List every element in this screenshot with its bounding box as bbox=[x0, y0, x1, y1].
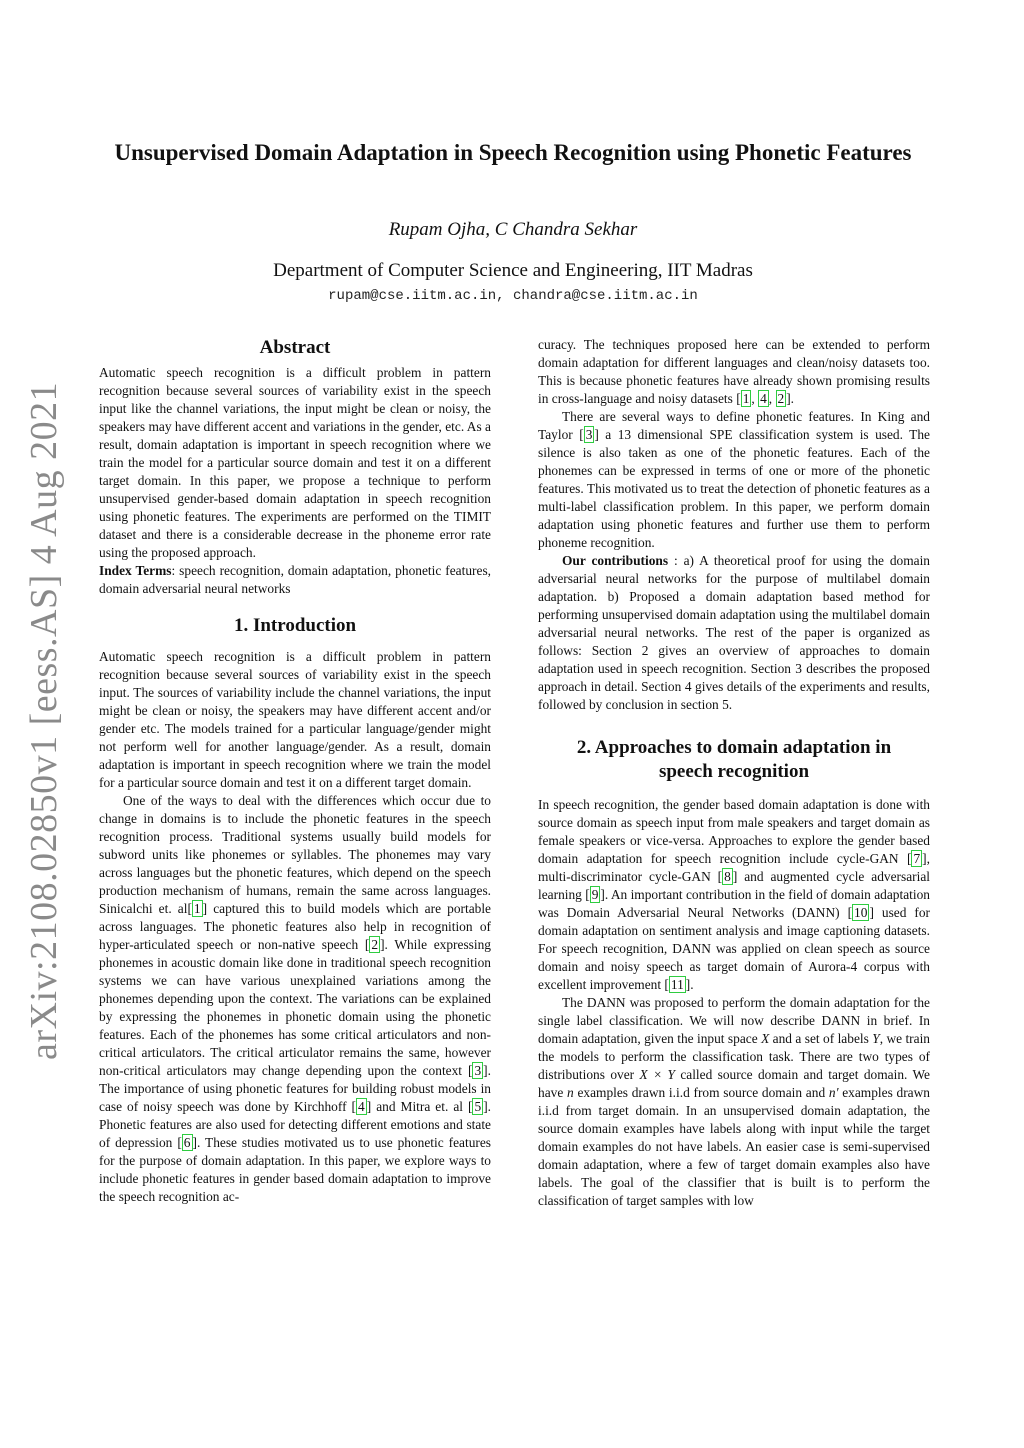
intro-paragraph-1: Automatic speech recognition is a difficult problem in pattern recognition because several sources of variability exist in the speech input. The sources of variability include the channel variations, the input might be clean or noisy, the speakers may have different accent and/or gender etc. The models trained for a particular language/gender might not perform well for another language/gender. As a result, domain adaptation is important in speech recognition where we train the model for a particular source domain and test it on a different target domain. bbox=[99, 649, 491, 790]
contributions-label: Our contributions bbox=[562, 553, 669, 568]
text-run: . Phonetic features are also used for detecting different emotions and state of depression bbox=[99, 1099, 492, 1150]
index-terms bbox=[99, 562, 491, 598]
citation-link[interactable]: 3 bbox=[474, 1063, 482, 1078]
intro-paragraph-4: There are several ways to define phonetic features. In King and Taylor [ 3 ] a 13 dimensional SPE classification system is used. The silence is also taken as one of the phonetic features. Each of the phonemes can be expressed in terms of one or more of the phonetic features. This motivated us to treat the detection of phonetic features as a multi-label classification problem. In this paper, we perform domain adaptation using phonetic features and further use them to perform phoneme recognition. bbox=[538, 409, 930, 550]
index-terms-label: Index Terms bbox=[99, 563, 172, 578]
citation-link[interactable]: 11 bbox=[670, 977, 684, 992]
math-var: X bbox=[761, 1031, 770, 1046]
section-2-paragraph-2 bbox=[538, 994, 930, 1210]
text-run: There are several ways to define phonetic features. In King and Taylor bbox=[538, 409, 930, 442]
text-run: called source domain and target domain. We have bbox=[538, 1067, 931, 1100]
section-1-heading: 1. Introduction bbox=[233, 615, 357, 636]
math-var: X × Y bbox=[639, 1067, 675, 1082]
text-run: . An important contribution in the field of domain adaptation was Domain Adversarial Neural Networks (DANN) bbox=[538, 887, 930, 920]
citation-link[interactable]: 10 bbox=[854, 905, 868, 920]
text-run: , multi-discriminator cycle-GAN bbox=[538, 851, 930, 884]
text-run: . bbox=[790, 391, 795, 406]
text-run: and a set of labels bbox=[769, 1031, 873, 1046]
arxiv-identifier: arXiv:2108.02850v1 [eess.AS] 4 Aug 2021 bbox=[23, 381, 65, 1060]
intro-paragraph-3: curacy. The techniques proposed here can be extended to perform domain adaptation for different languages and clean/noisy datasets too. This is because phonetic features have already shown promising results in cross-language and noisy datasets [ 1 , 4 , 2 ]. bbox=[538, 337, 930, 406]
text-run: . bbox=[690, 977, 694, 992]
paper-affiliation: Department of Computer Science and Engineering, IIT Madras bbox=[273, 260, 753, 281]
text-run: captured this to build models which are portable across languages. The phonetic features also help in recognition of hyper-articulated speech or non-native speech bbox=[99, 901, 491, 952]
citation-link[interactable]: 9 bbox=[591, 887, 599, 902]
section-2-heading: 2. Approaches to domain adaptation in speech recognition bbox=[576, 737, 892, 782]
abstract-text: Automatic speech recognition is a difficult problem in pattern recognition because several sources of variability exist in the speech input like the channel variations, the input might be clean or noisy, the speakers may have different accent and variations in the gender, etc. As a result, domain adaptation is important in speech recognition where we train the model for a particular source domain and test it on a different target domain. In this paper, we propose a technique to perform unsupervised gender-based domain adaptation in speech recognition using phonetic features. The experiments are performed on the TIMIT dataset and there is a considerable decrease in the phoneme error rate using the proposed approach. bbox=[99, 365, 491, 560]
math-var: n bbox=[567, 1085, 574, 1100]
text-run: a 13 dimensional SPE classification system is used. The silence is also taken as one of the phonetic features. Each of the phonemes can be expressed in terms of one or more of the phonetic features. This motivated us to treat the detection of phonetic features as a multi-label classification problem. In this paper, we perform domain adaptation using phonetic features and further use them to perform phoneme recognition. bbox=[538, 427, 930, 550]
text-run: examples drawn i.i.d from source domain and bbox=[573, 1085, 829, 1100]
paper-title: Unsupervised Domain Adaptation in Speech Recognition using Phonetic Features bbox=[114, 140, 912, 165]
text-run: . While expressing phonemes in acoustic domain like done in traditional speech recognition systems we can have various unexplained variations among the phonemes depending upon the context. The variations can be explained by expressing the phonemes in phonetic domain using the phonetic features. Each of the phonemes has some critical articulators and non-critical articulators. The critical articulator remains the same, however non-critical articulators may change depending upon the context bbox=[99, 937, 491, 1078]
index-terms-text: : speech recognition, domain adaptation, phonetic features, domain adversarial neural networks bbox=[99, 563, 491, 596]
citation-link[interactable]: 5 bbox=[474, 1099, 482, 1114]
paper-authors: Rupam Ojha, C Chandra Sekhar bbox=[388, 219, 638, 240]
text-run: : a) A theoretical proof for using the domain adversarial neural networks for the purpose of multilabel domain adaptation. b) Proposed a domain adaptation based method for performing unsupervised domain adaptation using the multilabel domain adversarial neural networks. The rest of the paper is organized as follows: Section 2 gives an overview of approaches to domain adaptation used in speech recognition. Section 3 describes the proposed approach in detail. Section 4 gives details of the experiments and results, followed by conclusion in section 5. bbox=[538, 553, 930, 712]
text-run: In speech recognition, the gender based domain adaptation is done with source domain as speech input from male speakers and target domain as female speakers or vice-versa. Approaches to explore the gender based domain adaptation for speech recognition include cycle-GAN bbox=[538, 797, 930, 866]
right-column bbox=[538, 336, 930, 1210]
text-run: used for domain adaptation on sentiment analysis and image captioning datasets. For speech recognition, DANN was applied on clean speech as source domain and noisy speech as target domain of Aurora-4 corpus with excellent improvement bbox=[538, 905, 930, 992]
citation-link[interactable]: 1 bbox=[193, 901, 201, 916]
intro-paragraph-2: One of the ways to deal with the differences which occur due to change in domains is to include the phonetic features in the speech recognition process. Traditional systems usually build models for subword units like phonemes or syllables. The phonemes may vary across languages but the phonetic features, which depend on the speech production mechanism of humans, remain the same across languages. Sinicalchi et. al[ 1 ] captured this to build models which are portable across languages. The phonetic features also help in recognition of hyper-articulated speech or non-native speech [ 2 ]. While expressing phonemes in acoustic domain like done in traditional speech recognition systems we can have various unexplained variations among the phonemes depending upon the context. The variations can be explained by expressing the phonemes in phonetic domain using the phonetic features. Each of the phonemes has some critical articulators and non-critical articulators. The critical articulator remains the same, however non-critical articulators may change depending upon the context [ 3 ]. The importance of using phonetic features for building robust models in case of noisy speech was done by Kirchhoff [ 4 ] and Mitra et. al [ 5 ]. Phonetic features are also used for detecting different emotions and state of depression [ 6 ]. These studies motivated us to use phonetic features for the purpose of domain adaptation. In this paper, we explore ways to include phonetic features in gender based domain adaptation to improve the speech recognition ac- bbox=[99, 793, 492, 1204]
section-2-paragraph-1: In speech recognition, the gender based domain adaptation is done with source domain as speech input from male speakers and target domain as female speakers or vice-versa. Approaches to explore the gender based domain adaptation for speech recognition include cycle-GAN [ 7 ], multi-discriminator cycle-GAN [ 8 ] and augmented cycle adversarial learning [ 9 ]. An important contribution in the field of domain adaptation was Domain Adversarial Neural Networks (DANN) [ 10 ] used for domain adaptation on sentiment analysis and image captioning datasets. For speech recognition, DANN was applied on clean speech as source domain and noisy speech as target domain of Aurora-4 corpus with excellent improvement [ 11 ]. bbox=[538, 797, 931, 992]
left-column bbox=[99, 336, 491, 1206]
citation-link[interactable]: 2 bbox=[371, 937, 379, 952]
text-run: and Mitra et. al bbox=[371, 1099, 469, 1114]
math-var: n′ bbox=[828, 1085, 839, 1100]
contributions-paragraph bbox=[538, 552, 930, 714]
text-run: One of the ways to deal with the differences which occur due to change in domains is to include the phonetic features in the speech recognition process. Traditional systems usually build models for subword units like phonemes or syllables. The phonemes may vary across languages but the phonetic features, which depend on the speech production mechanism of humans, remain the same across languages. Sinicalchi et. al bbox=[99, 793, 491, 916]
text-run: . These studies motivated us to use phonetic features for the purpose of domain adaptation. In this paper, we explore ways to include phonetic features in gender based domain adaptation to improve the speech recognition ac- bbox=[99, 1135, 492, 1204]
citation-link[interactable]: 1 bbox=[742, 391, 750, 406]
text-run: . The importance of using phonetic features for building robust models in case of noisy speech was done by Kirchhoff bbox=[99, 1063, 491, 1114]
citation-link[interactable]: 4 bbox=[358, 1099, 365, 1114]
text-run: , we train the models to perform the classification task. There are two types of distributions over bbox=[538, 1031, 930, 1082]
citation-link[interactable]: 3 bbox=[585, 427, 593, 442]
text-run: and augmented cycle adversarial learning bbox=[538, 869, 931, 902]
citation-link[interactable]: 6 bbox=[183, 1135, 191, 1150]
abstract-heading: Abstract bbox=[259, 337, 331, 358]
text-run: The DANN was proposed to perform the domain adaptation for the single label classification. We will now describe DANN in brief. In domain adaptation, given the input space bbox=[538, 995, 930, 1046]
text-run: examples drawn i.i.d from target domain. In an unsupervised domain adaptation, the source domain examples have labels along with input while the target domain examples do not have labels. An easier case is semi-supervised domain adaptation, where a few of target domain examples also have labels. The goal of the classifier that is built is to perform the classification of target samples with low bbox=[538, 1085, 930, 1208]
text-run: curacy. The techniques proposed here can be extended to perform domain adaptation for different languages and clean/noisy datasets too. This is because phonetic features have already shown promising results in cross-language and noisy datasets bbox=[538, 337, 930, 406]
citation-link[interactable]: 2 bbox=[777, 391, 785, 406]
citation-link[interactable]: 8 bbox=[724, 869, 731, 884]
citation-link[interactable]: 7 bbox=[913, 851, 921, 866]
paper-emails: rupam@cse.iitm.ac.in, chandra@cse.iitm.ac.in bbox=[328, 288, 698, 304]
citation-link[interactable]: 4 bbox=[760, 391, 767, 406]
math-var: Y bbox=[872, 1031, 880, 1046]
